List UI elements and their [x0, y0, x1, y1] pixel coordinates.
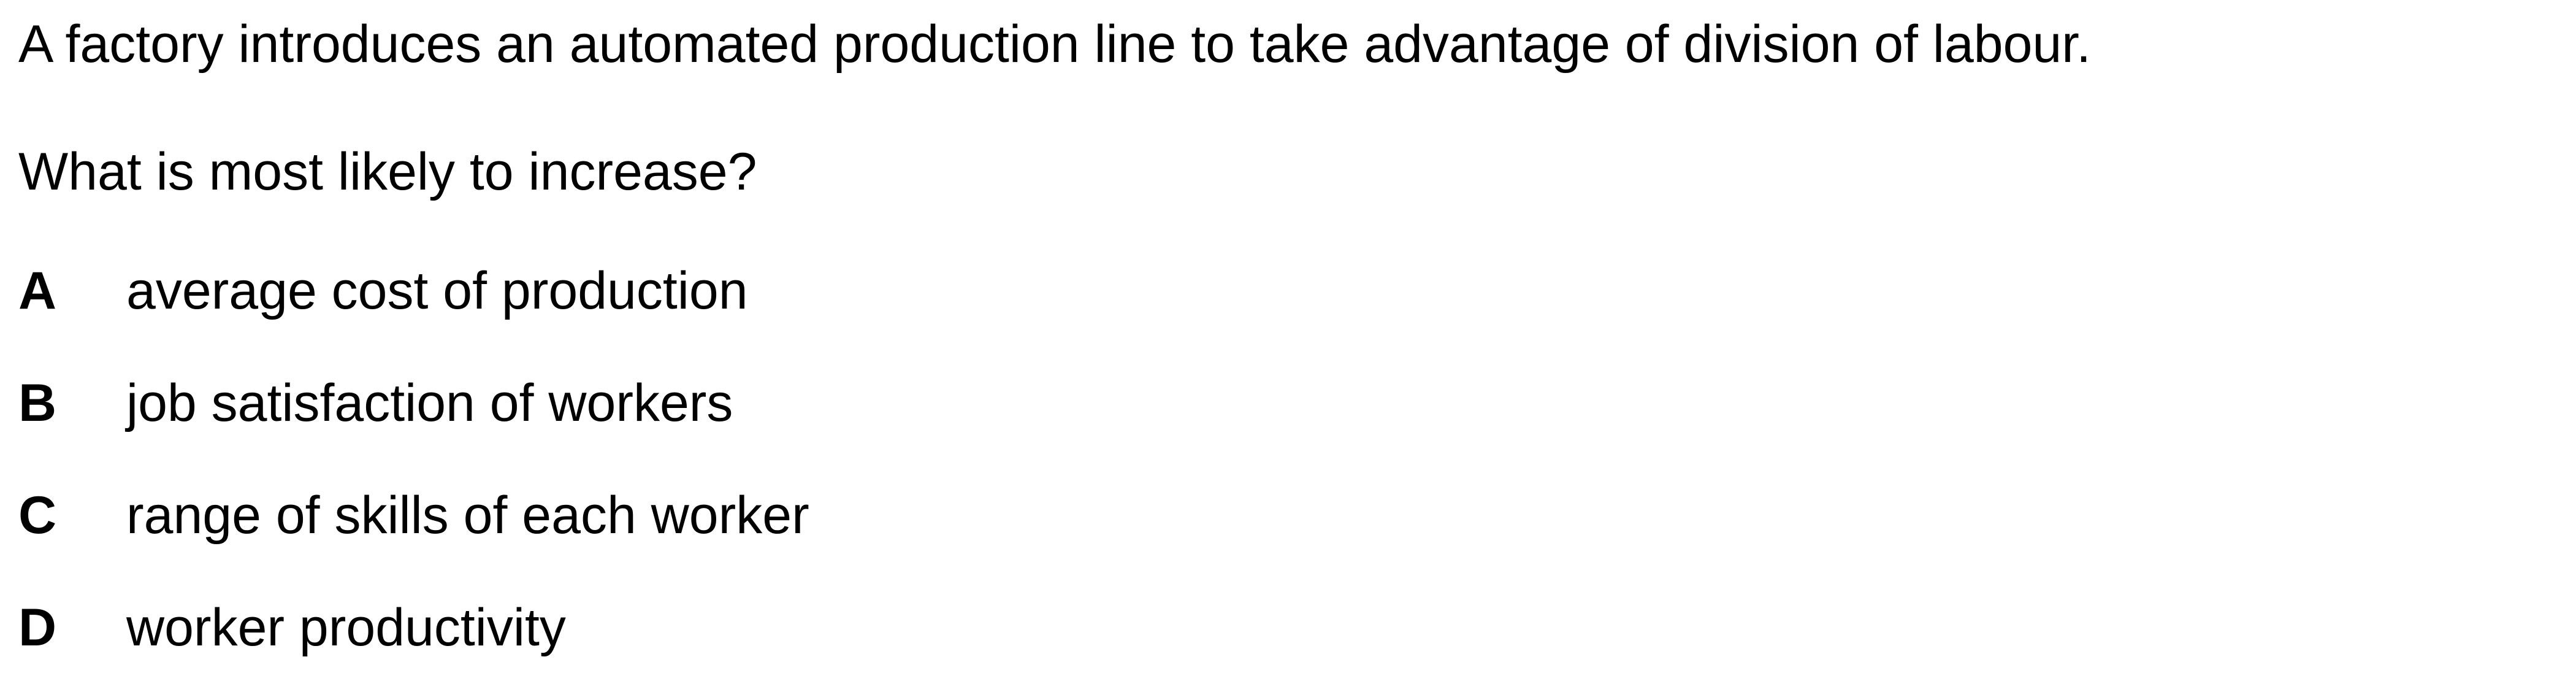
- option-letter: B: [18, 374, 57, 433]
- question-stem: A factory introduces an automated production line to take advantage of division of labour.: [18, 15, 2092, 74]
- option-a[interactable]: [18, 260, 2557, 321]
- option-letter: A: [18, 261, 57, 320]
- option-text: worker productivity: [126, 598, 566, 657]
- option-letter: D: [18, 598, 57, 657]
- option-c[interactable]: [18, 485, 2557, 546]
- option-text: job satisfaction of workers: [126, 374, 733, 433]
- option-text: range of skills of each worker: [126, 486, 809, 545]
- option-text: average cost of production: [126, 261, 748, 320]
- answer-options: [18, 260, 2557, 658]
- question-block: [18, 13, 2557, 658]
- option-d[interactable]: [18, 597, 2557, 658]
- question-prompt: What is most likely to increase?: [18, 142, 757, 201]
- option-letter: C: [18, 486, 57, 545]
- option-b[interactable]: [18, 372, 2557, 434]
